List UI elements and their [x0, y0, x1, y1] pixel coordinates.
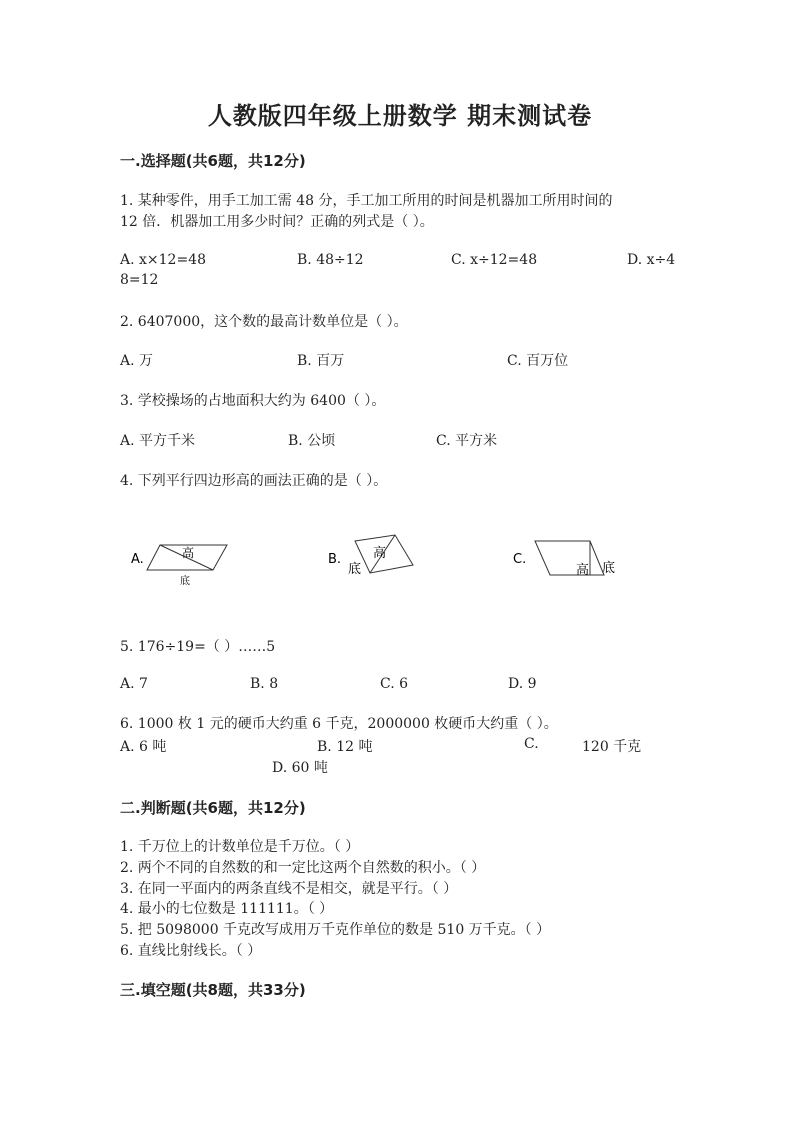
q3-stem: 3. 学校操场的占地面积大约为 6400（ ）。 [120, 393, 386, 409]
q4-figure-a [125, 525, 245, 590]
section-heading-choice: 一.选择题(共6题，共12分) [120, 152, 306, 170]
q1-option-a: A. x×12=48 [120, 252, 206, 268]
q6-option-c-value: 120 千克 [582, 739, 642, 755]
judge-item-5: 5. 把 5098000 千克改写成用万千克作单位的数是 510 万千克。（ ） [120, 922, 551, 938]
q4-figure-c [510, 525, 630, 590]
q5-option-d: D. 9 [508, 676, 537, 692]
q1-option-d-wrap: 8=12 [120, 272, 159, 288]
q6-option-d: D. 60 吨 [272, 760, 328, 776]
q4-figure-a-height-label: 高 [182, 546, 195, 560]
q4-figure-b [325, 525, 435, 590]
judge-item-3: 3. 在同一平面内的两条直线不是相交，就是平行。（ ） [120, 881, 458, 897]
judge-item-1: 1. 千万位上的计数单位是千万位。（ ） [120, 839, 360, 855]
q4-figure-c-letter: C. [513, 552, 527, 567]
q3-option-a: A. 平方千米 [120, 433, 196, 449]
q3-option-b: B. 公顷 [288, 433, 336, 449]
q2-option-c: C. 百万位 [507, 353, 569, 369]
q1-option-d: D. x÷4 [627, 252, 676, 268]
q2-option-a: A. 万 [120, 353, 154, 369]
q4-figure-c-height-label: 高 [576, 563, 590, 578]
q2-option-b: B. 百万 [297, 353, 345, 369]
q4-figure-a-letter: A. [131, 552, 144, 567]
q5-option-b: B. 8 [250, 676, 279, 692]
judge-item-2: 2. 两个不同的自然数的和一定比这两个自然数的积小。（ ） [120, 860, 486, 876]
q3-option-c: C. 平方米 [436, 433, 498, 449]
q1-option-c: C. x÷12=48 [451, 252, 538, 268]
q5-stem: 5. 176÷19=（ ）……5 [120, 639, 276, 655]
q6-option-c: C. [524, 736, 539, 752]
section-heading-fill: 三.填空题(共8题，共33分) [120, 981, 306, 999]
q1-stem-line1: 1. 某种零件，用手工加工需 48 分，手工加工所用的时间是机器加工所用时间的 [120, 193, 613, 209]
judge-item-4: 4. 最小的七位数是 111111。（ ） [120, 901, 334, 917]
q5-option-a: A. 7 [120, 676, 148, 692]
q4-figure-b-base-label: 底 [348, 562, 362, 577]
q1-option-b: B. 48÷12 [297, 252, 364, 268]
q6-stem: 6. 1000 枚 1 元的硬币大约重 6 千克，2000000 枚硬币大约重（ ）。 [120, 716, 558, 732]
section-heading-judge: 二.判断题(共6题，共12分) [120, 799, 306, 817]
q1-stem-line2: 12 倍．机器加工用多少时间？正确的列式是（ ）。 [120, 214, 434, 230]
q6-option-a: A. 6 吨 [120, 739, 167, 755]
q6-option-b: B. 12 吨 [317, 739, 373, 755]
q4-figure-b-height-label: 高 [373, 546, 387, 561]
q4-figure-c-parallelogram [535, 541, 604, 575]
q4-figure-b-letter: B. [328, 552, 342, 567]
q2-stem: 2. 6407000，这个数的最高计数单位是（ ）。 [120, 314, 408, 330]
q4-stem: 4. 下列平行四边形高的画法正确的是（ ）。 [120, 473, 388, 489]
judge-item-6: 6. 直线比射线长。（ ） [120, 943, 262, 959]
page-title: 人教版四年级上册数学 期末测试卷 [207, 102, 593, 130]
q4-figure-c-base-label: 底 [602, 561, 616, 576]
q4-figure-a-base-label: 底 [180, 576, 190, 587]
q5-option-c: C. 6 [380, 676, 409, 692]
